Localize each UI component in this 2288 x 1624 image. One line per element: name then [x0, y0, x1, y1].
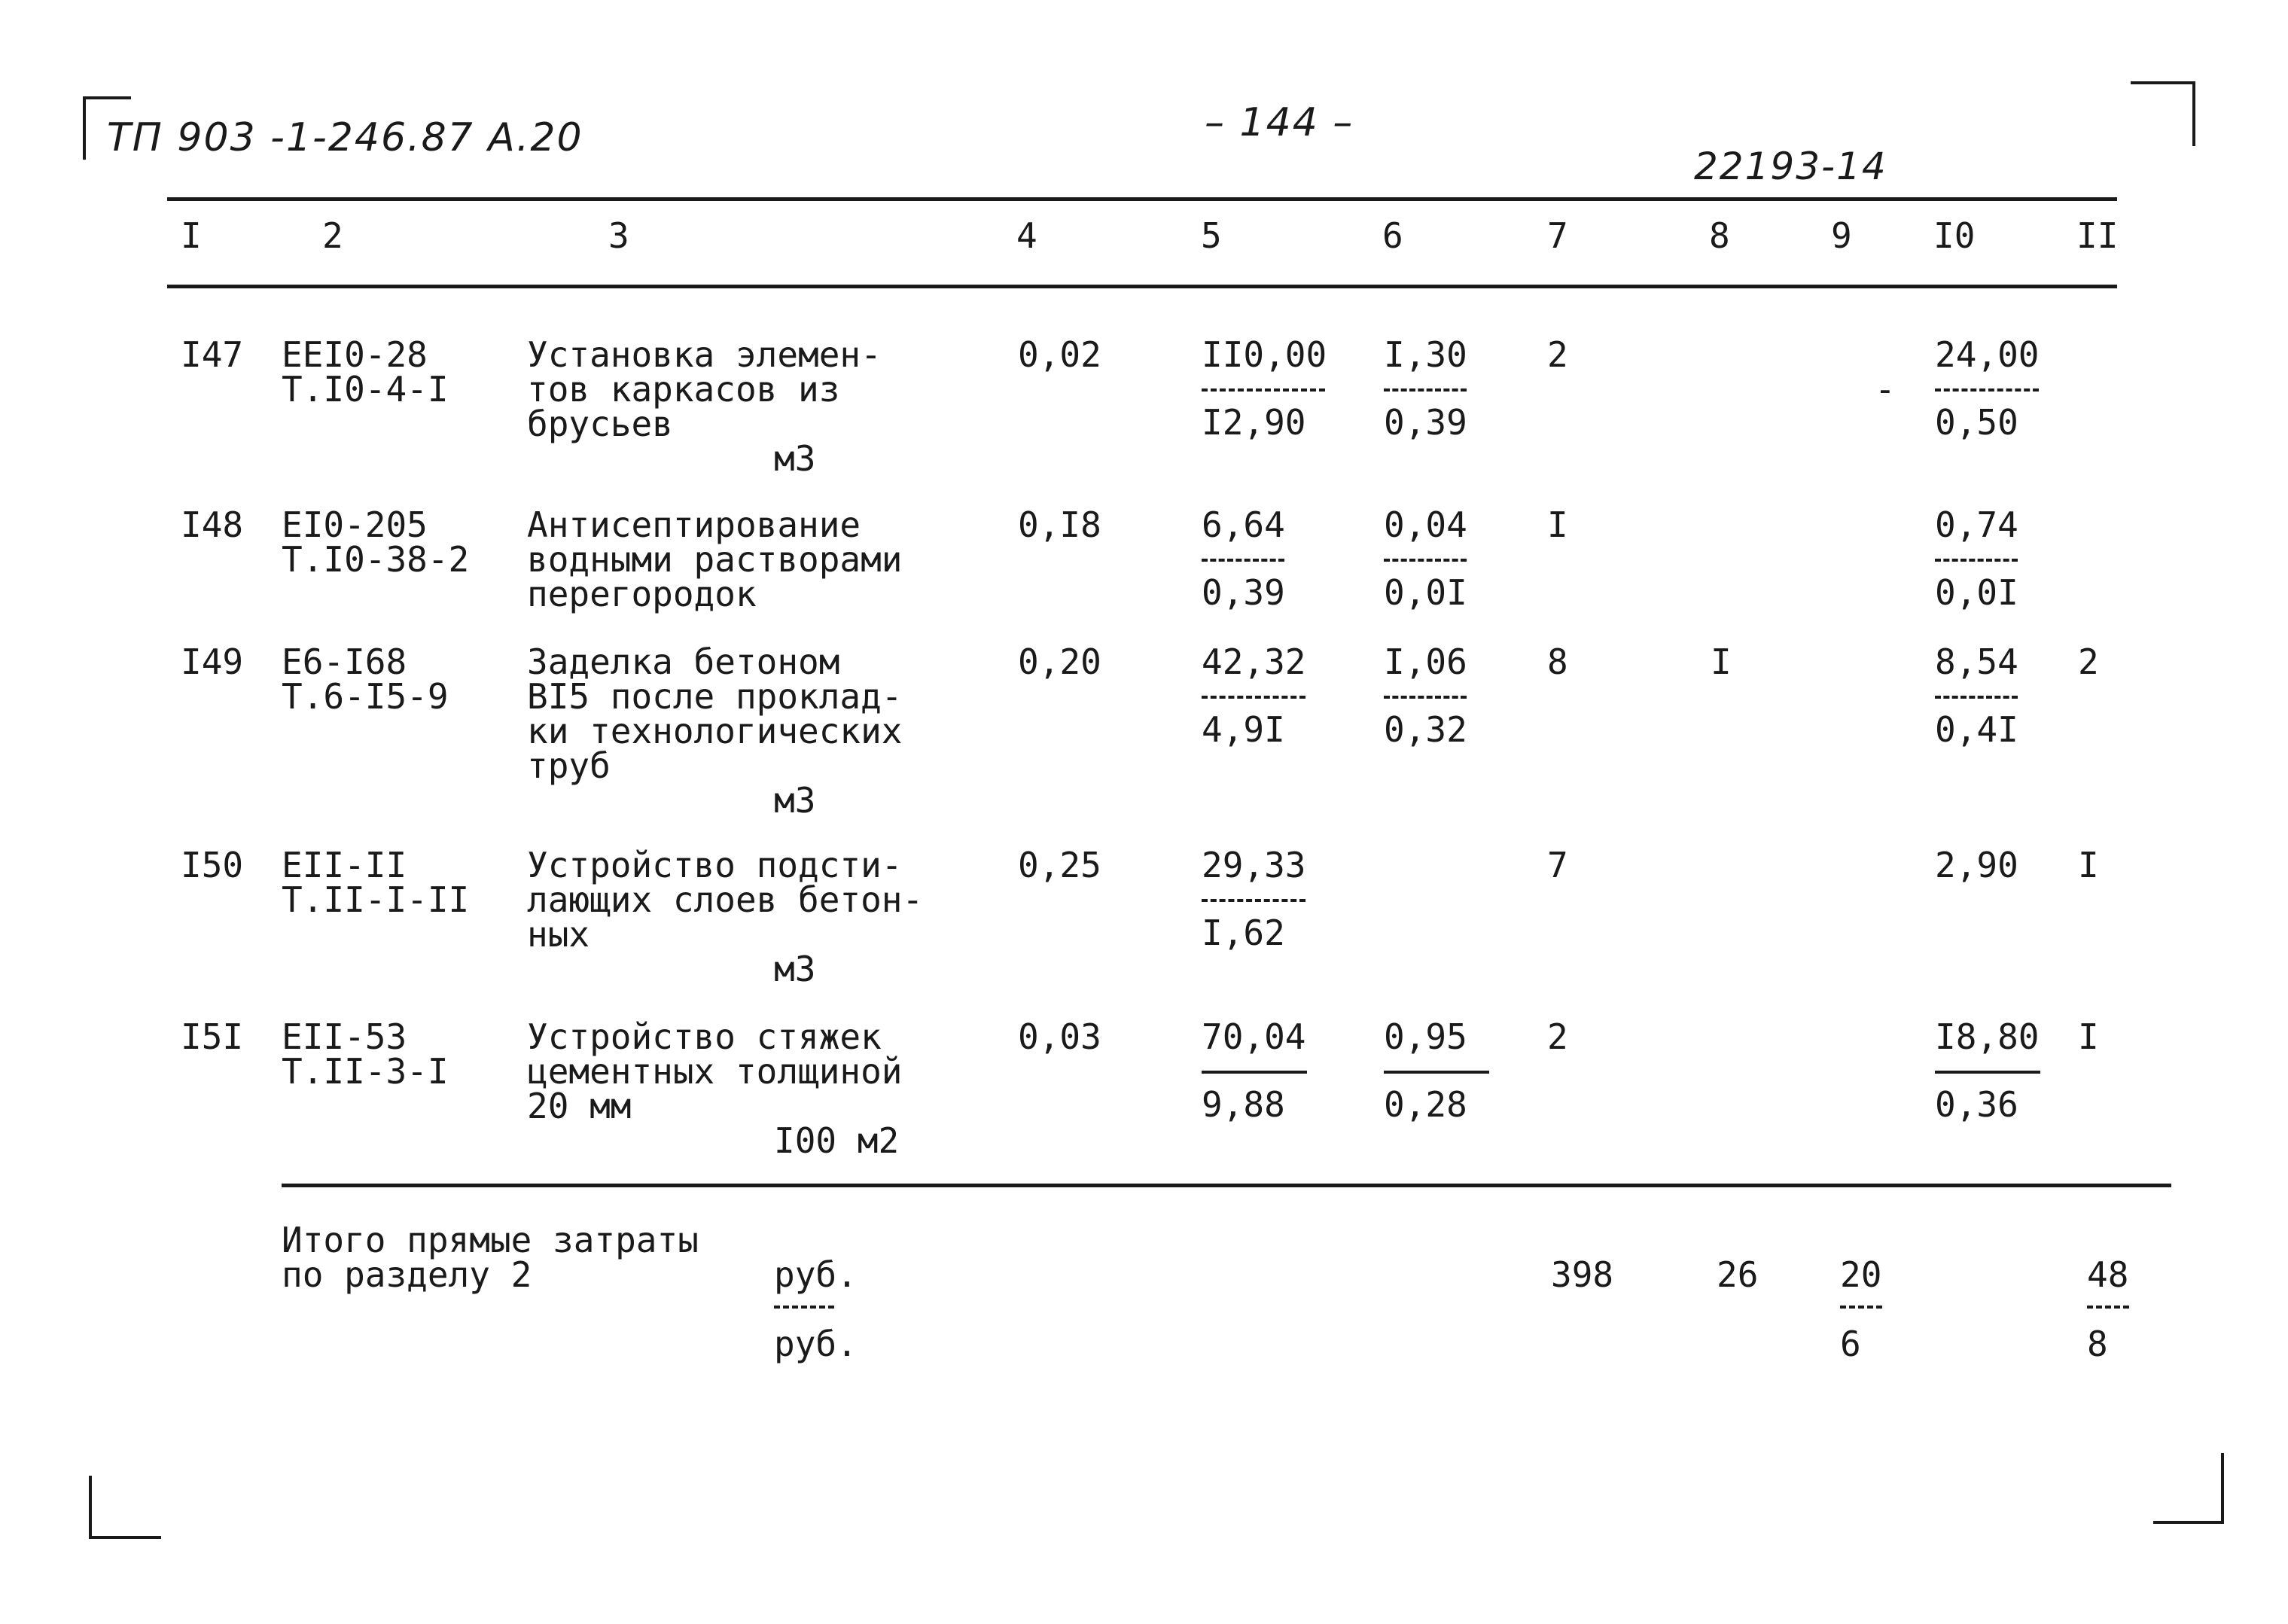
fraction-bar — [1202, 388, 1325, 392]
total-col11-bottom: 8 — [2087, 1324, 2108, 1364]
work-description: ных — [527, 914, 590, 955]
fraction-bar — [1202, 1071, 1307, 1074]
unit-label: м3 — [774, 780, 816, 821]
quantity-value: 0,I8 — [1018, 504, 1101, 545]
fraction-bar — [1202, 899, 1305, 902]
quantity-value: 0,25 — [1018, 845, 1101, 885]
work-description: Устройство подсти- — [527, 845, 903, 885]
col6-bottom: 0,0I — [1384, 572, 1467, 613]
col6-bottom: 0,32 — [1384, 709, 1467, 750]
work-description: лающих слоев бетон- — [527, 879, 924, 920]
norm-table-ref: Т.I0-4-I — [282, 369, 449, 410]
column-header-8: 8 — [1709, 215, 1730, 256]
column-header-1: I — [181, 215, 202, 256]
col11-value: I — [2078, 1016, 2099, 1057]
quantity-value: 0,20 — [1018, 641, 1101, 682]
fraction-bar — [1202, 696, 1305, 699]
col6-top: I,30 — [1384, 334, 1467, 375]
fraction-bar — [1384, 1071, 1489, 1074]
col5-top: 6,64 — [1202, 504, 1285, 545]
fraction-bar — [1202, 559, 1284, 562]
fraction-bar — [774, 1306, 834, 1309]
row-number: I47 — [181, 334, 244, 375]
col8-value: I — [1711, 641, 1732, 682]
header-top-rule — [167, 197, 2117, 201]
col5-bottom: 0,39 — [1202, 572, 1285, 613]
col5-bottom: 4,9I — [1202, 709, 1285, 750]
col6-top: I,06 — [1384, 641, 1467, 682]
row-number: I49 — [181, 641, 244, 682]
unit-label: м3 — [774, 438, 816, 479]
corner-mark-top-right — [2131, 81, 2195, 146]
unit-label: I00 м2 — [774, 1120, 900, 1161]
col10-bottom: 0,50 — [1935, 402, 2018, 443]
header-bottom-rule — [167, 285, 2117, 288]
col5-bottom: I,62 — [1202, 913, 1285, 953]
total-unit-bottom: руб. — [774, 1324, 858, 1364]
stamp-number: 22193-14 — [1694, 145, 1887, 188]
col6-bottom: 0,39 — [1384, 402, 1467, 443]
work-description: труб — [527, 745, 611, 786]
column-header-4: 4 — [1016, 215, 1037, 256]
col7-value: 8 — [1547, 641, 1568, 682]
fraction-bar — [1935, 388, 2039, 392]
col7-value: 2 — [1547, 334, 1568, 375]
column-header-11: II — [2076, 215, 2119, 256]
corner-mark-bottom-left — [89, 1476, 161, 1539]
fraction-bar — [2087, 1306, 2129, 1309]
work-description: цементных толщиной — [527, 1051, 903, 1092]
column-header-9: 9 — [1831, 215, 1852, 256]
col10-top: 0,74 — [1935, 504, 2018, 545]
norm-code: ЕЕI0-28 — [282, 334, 428, 375]
work-description: Антисептирование — [527, 504, 861, 545]
fraction-bar — [1935, 696, 2018, 699]
total-col8: 26 — [1717, 1254, 1759, 1295]
work-description: тов каркасов из — [527, 369, 840, 410]
unit-label: м3 — [774, 949, 816, 989]
total-separator-rule — [282, 1184, 2171, 1187]
col9-value: - — [1875, 369, 1896, 410]
row-number: I48 — [181, 504, 244, 545]
work-description: Установка элемен- — [527, 334, 882, 375]
total-col9-top: 20 — [1840, 1254, 1882, 1295]
work-description: Устройство стяжек — [527, 1016, 882, 1057]
col11-value: 2 — [2078, 641, 2099, 682]
work-description: Заделка бетоном — [527, 641, 840, 682]
corner-mark-bottom-right — [2153, 1453, 2224, 1524]
norm-table-ref: Т.I0-38-2 — [282, 539, 470, 580]
work-description: водными растворами — [527, 539, 903, 580]
col6-top: 0,95 — [1384, 1016, 1467, 1057]
norm-code: ЕI0-205 — [282, 504, 428, 545]
norm-code: ЕII-II — [282, 845, 407, 885]
col10-top: 24,00 — [1935, 334, 2040, 375]
col10-top: 8,54 — [1935, 641, 2018, 682]
total-col9-bottom: 6 — [1840, 1324, 1861, 1364]
norm-code: ЕII-53 — [282, 1016, 407, 1057]
col6-bottom: 0,28 — [1384, 1084, 1467, 1125]
column-header-10: I0 — [1933, 215, 1976, 256]
col10-top: I8,80 — [1935, 1016, 2040, 1057]
fraction-bar — [1384, 696, 1467, 699]
col5-top: 70,04 — [1202, 1016, 1306, 1057]
col7-value: I — [1547, 504, 1568, 545]
work-description: 20 мм — [527, 1086, 632, 1126]
row-number: I50 — [181, 845, 244, 885]
fraction-bar — [1384, 559, 1467, 562]
col5-top: II0,00 — [1202, 334, 1327, 375]
norm-code: Е6-I68 — [282, 641, 407, 682]
col10-bottom: 0,36 — [1935, 1084, 2018, 1125]
work-description: брусьев — [527, 404, 673, 444]
col11-value: I — [2078, 845, 2099, 885]
total-unit-top: руб. — [774, 1254, 858, 1295]
work-description: ВI5 после проклад- — [527, 676, 903, 717]
work-description: ки технологических — [527, 711, 903, 751]
col7-value: 7 — [1547, 845, 1568, 885]
col5-bottom: I2,90 — [1202, 402, 1306, 443]
document-code: ТП 903 -1-246.87 А.20 — [107, 115, 583, 160]
column-header-6: 6 — [1382, 215, 1403, 256]
col10-bottom: 0,0I — [1935, 572, 2018, 613]
total-label: Итого прямые затраты — [282, 1220, 699, 1260]
work-description: перегородок — [527, 574, 757, 614]
column-header-2: 2 — [322, 215, 343, 256]
quantity-value: 0,02 — [1018, 334, 1101, 375]
column-header-5: 5 — [1201, 215, 1222, 256]
total-col11-top: 48 — [2087, 1254, 2129, 1295]
col10-top: 2,90 — [1935, 845, 2018, 885]
column-header-3: 3 — [608, 215, 629, 256]
fraction-bar — [1935, 1071, 2040, 1074]
fraction-bar — [1840, 1306, 1882, 1309]
norm-table-ref: Т.6-I5-9 — [282, 676, 449, 717]
col7-value: 2 — [1547, 1016, 1568, 1057]
col6-top: 0,04 — [1384, 504, 1467, 545]
quantity-value: 0,03 — [1018, 1016, 1101, 1057]
total-label: по разделу 2 — [282, 1254, 532, 1295]
col5-top: 29,33 — [1202, 845, 1306, 885]
col5-top: 42,32 — [1202, 641, 1306, 682]
fraction-bar — [1384, 388, 1467, 392]
page-number: – 144 – — [1205, 100, 1354, 145]
row-number: I5I — [181, 1016, 244, 1057]
norm-table-ref: Т.II-3-I — [282, 1051, 449, 1092]
col5-bottom: 9,88 — [1202, 1084, 1285, 1125]
total-col7: 398 — [1551, 1254, 1614, 1295]
column-header-7: 7 — [1547, 215, 1568, 256]
fraction-bar — [1935, 559, 2018, 562]
col10-bottom: 0,4I — [1935, 709, 2018, 750]
norm-table-ref: Т.II-I-II — [282, 879, 470, 920]
